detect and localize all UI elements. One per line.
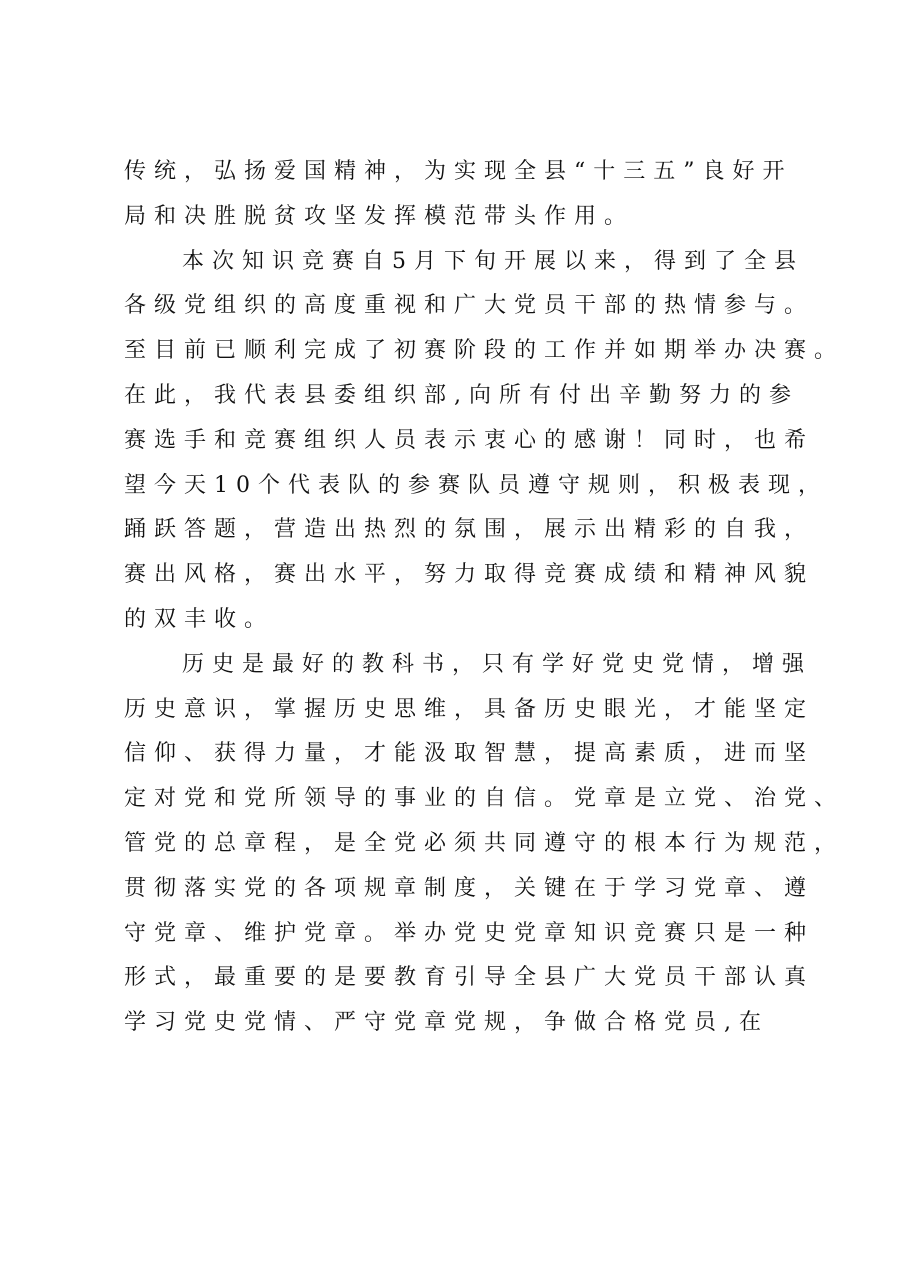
text-line: 局和决胜脱贫攻坚发挥模范带头作用。 xyxy=(124,203,635,229)
text-line: 望今天10个代表队的参赛队员遵守规则，积极表现， xyxy=(124,472,828,498)
text-line: 本次知识竞赛自5月下旬开展以来，得到了全县 xyxy=(182,248,804,274)
text-line: 踊跃答题，营造出热烈的氛围，展示出精彩的自我， xyxy=(124,517,815,543)
text-line: 学习党史党情、严守党章党规，争做合格党员,在 xyxy=(124,1010,769,1036)
paragraph-2 xyxy=(124,240,845,643)
text-line: 传统，弘扬爱国精神，为实现全县“十三五”良好开 xyxy=(124,159,793,184)
text-line: 历史是最好的教科书，只有学好党史党情，增强 xyxy=(182,651,813,677)
text-line: 赛出风格，赛出水平，努力取得竞赛成绩和精神风貌 xyxy=(124,562,815,588)
text-line: 在此，我代表县委组织部,向所有付出辛勤努力的参 xyxy=(124,382,799,408)
document-body xyxy=(124,150,845,1046)
text-line: 至目前已顺利完成了初赛阶段的工作并如期举办决赛。 xyxy=(124,338,845,364)
text-line: 管党的总章程，是全党必须共同遵守的根本行为规范， xyxy=(124,830,845,856)
text-line: 贯彻落实党的各项规章制度，关键在于学习党章、遵 xyxy=(124,875,815,901)
text-line: 定对党和党所领导的事业的自信。党章是立党、治党、 xyxy=(124,786,845,812)
paragraph-1 xyxy=(124,150,824,240)
text-line: 形式，最重要的是要教育引导全县广大党员干部认真 xyxy=(124,965,815,991)
text-line: 信仰、获得力量，才能汲取智慧，提高素质，进而坚 xyxy=(124,741,815,767)
text-line: 赛选手和竞赛组织人员表示衷心的感谢！同时，也希 xyxy=(124,427,815,453)
text-line: 各级党组织的高度重视和广大党员干部的热情参与。 xyxy=(124,293,815,319)
paragraph-3 xyxy=(124,643,845,1046)
text-line: 守党章、维护党章。举办党史党章知识竞赛只是一种 xyxy=(124,920,815,946)
text-line: 的双丰收。 xyxy=(124,606,275,632)
text-line: 历史意识，掌握历史思维，具备历史眼光，才能坚定 xyxy=(124,696,815,722)
